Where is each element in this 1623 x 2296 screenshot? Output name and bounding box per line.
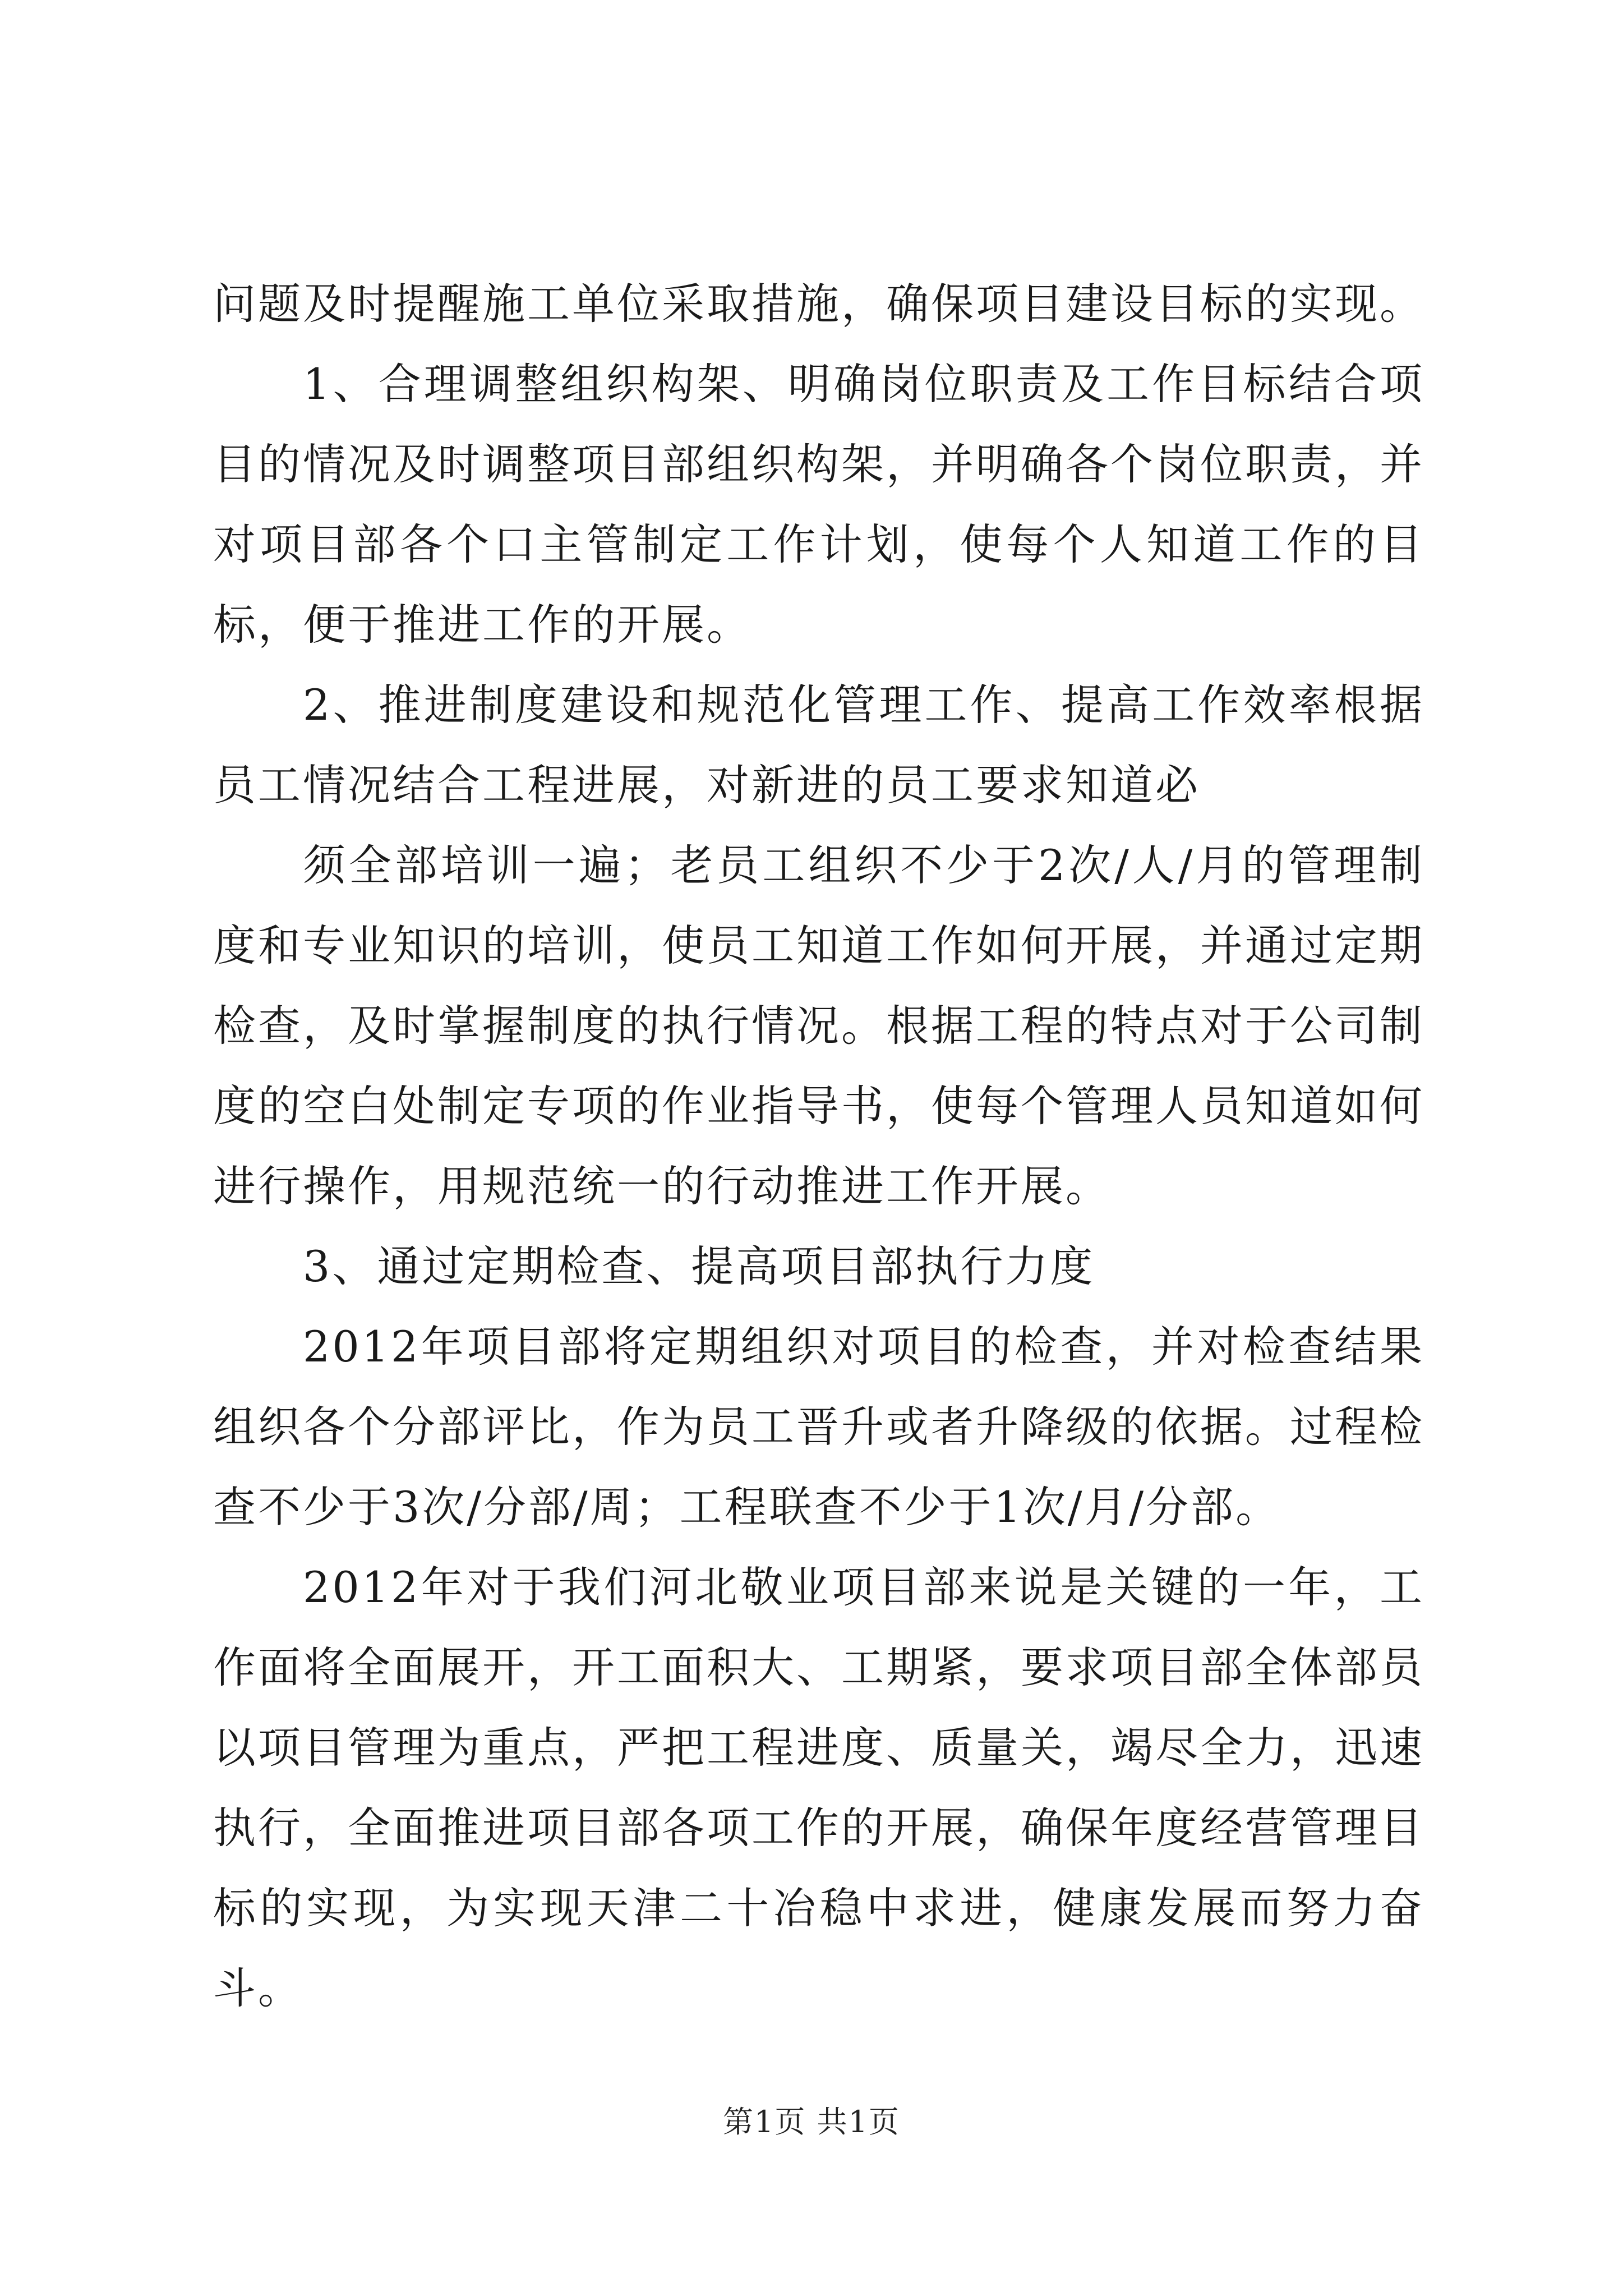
paragraph: 2012年对于我们河北敬业项目部来说是关键的一年，工作面将全面展开，开工面积大、工期紧，要求项目部全体部员以项目管理为重点，严把工程进度、质量关，竭尽全力，迅速执行，全面推进项目部各项工作的开展，确保年度经营管理目标的实现，为实现天津二十冶稳中求进，健康发展而努力奋斗。 xyxy=(213,1562,1424,2013)
document-body xyxy=(213,264,1424,2028)
page-number-footer: 第1页 共1页 xyxy=(723,2104,900,2139)
paragraph: 3、通过定期检查、提高项目部执行力度 xyxy=(303,1241,1095,1291)
paragraph: 2012年项目部将定期组织对项目的检查，并对检查结果组织各个分部评比，作为员工晋升或者升降级的依据。过程检查不少于3次/分部/周；工程联查不少于1次/月/分部。 xyxy=(213,1322,1424,1532)
paragraph: 须全部培训一遍；老员工组织不少于2次/人/月的管理制度和专业知识的培训，使员工知道工作如何开展，并通过定期检查，及时掌握制度的执行情况。根据工程的特点对于公司制度的空白处制定专项的作业指导书，使每个管理人员知道如何进行操作，用规范统一的行动推进工作开展。 xyxy=(213,840,1424,1211)
paragraph: 1、合理调整组织构架、明确岗位职责及工作目标结合项目的情况及时调整项目部组织构架，并明确各个岗位职责，并对项目部各个口主管制定工作计划，使每个人知道工作的目标，便于推进工作的开展。 xyxy=(213,359,1424,650)
paragraph: 2、推进制度建设和规范化管理工作、提高工作效率根据员工情况结合工程进展，对新进的员工要求知道必 xyxy=(213,680,1424,810)
paragraph: 问题及时提醒施工单位采取措施，确保项目建设目标的实现。 xyxy=(213,279,1424,329)
